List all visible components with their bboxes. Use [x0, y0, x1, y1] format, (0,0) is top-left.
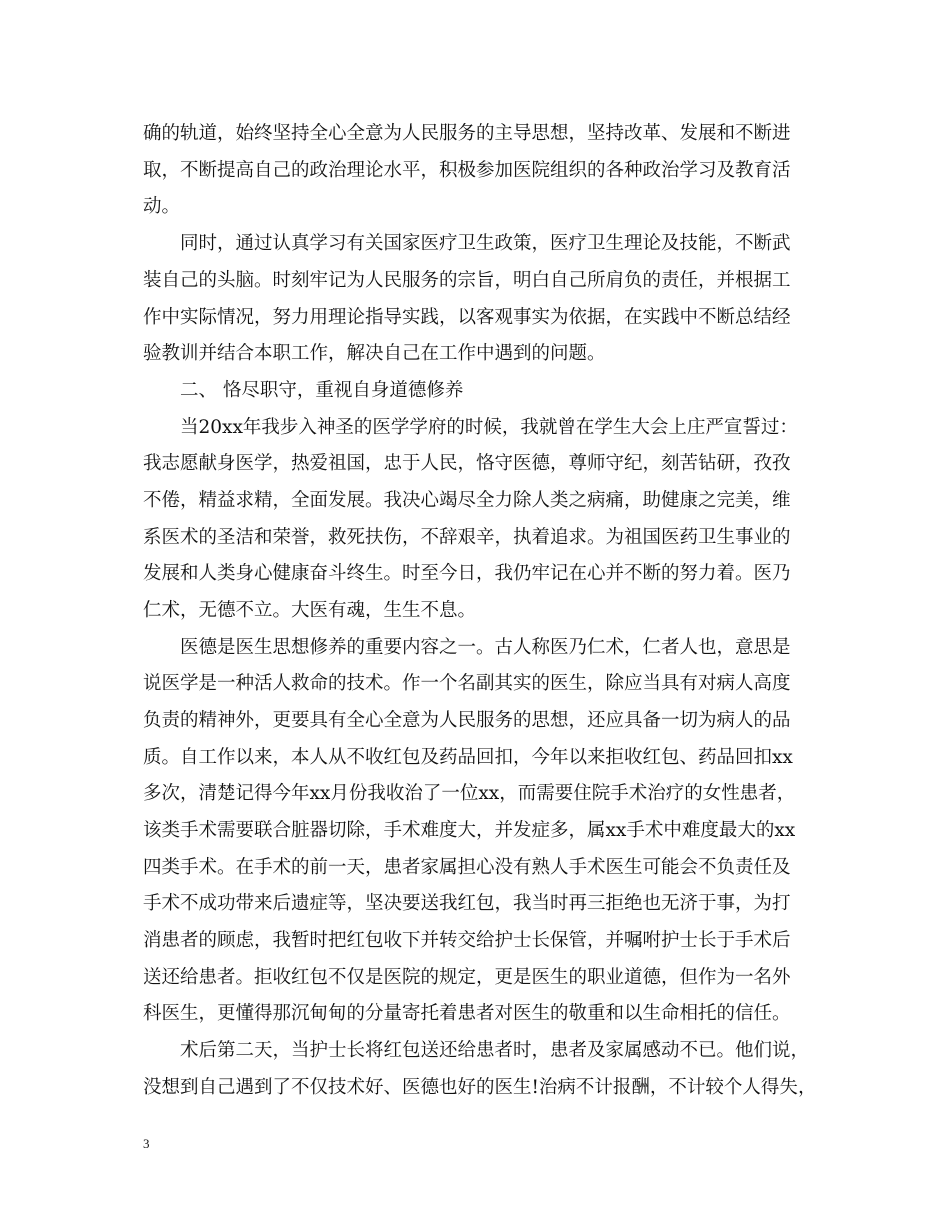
section-heading: 二、 恪尽职守，重视自身道德修养: [180, 380, 464, 401]
text-line: 不倦，精益求精，全面发展。我决心竭尽全力除人类之病痛，助健康之完美，维: [143, 490, 791, 511]
text-line: 该类手术需要联合脏器切除，手术难度大，并发症多，属xx手术中难度最大的xx: [143, 820, 796, 841]
text-line: 系医术的圣洁和荣誉，救死扶伤，不辞艰辛，执着追求。为祖国医药卫生事业的: [143, 527, 791, 548]
text-line: 取，不断提高自己的政治理论水平，积极参加医院组织的各种政治学习及教育活: [143, 160, 791, 181]
text-line: 科医生，更懂得那沉甸甸的分量寄托着患者对医生的敬重和以生命相托的信任。: [143, 1003, 791, 1024]
text-line: 没想到自己遇到了不仅技术好、医德也好的医生!治病不计报酬，不计较个人得失，: [143, 1077, 817, 1098]
text-line: 说医学是一种活人救命的技术。作一个名副其实的医生，除应当具有对病人高度: [143, 673, 791, 694]
text-line: 发展和人类身心健康奋斗终生。时至今日，我仍牢记在心并不断的努力着。医乃: [143, 563, 791, 584]
text-line: 我志愿献身医学，热爱祖国，忠于人民，恪守医德，尊师守纪，刻苦钻研，孜孜: [143, 453, 791, 474]
paragraph-first-line: 术后第二天，当护士长将红包送还给患者时，患者及家属感动不已。他们说，: [180, 1040, 810, 1061]
text-line: 质。自工作以来，本人从不收红包及药品回扣，今年以来拒收红包、药品回扣xx: [143, 747, 793, 768]
text-line: 验教训并结合本职工作，解决自己在工作中遇到的问题。: [143, 343, 606, 364]
text-line: 作中实际情况，努力用理论指导实践，以客观事实为依据，在实践中不断总结经: [143, 307, 791, 328]
text-line: 装自己的头脑。时刻牢记为人民服务的宗旨，明白自己所肩负的责任，并根据工: [143, 270, 791, 291]
text-line: 仁术，无德不立。大医有魂，生生不息。: [143, 600, 477, 621]
text-line: 动。: [143, 196, 181, 217]
paragraph-first-line: 医德是医生思想修养的重要内容之一。古人称医乃仁术，仁者人也，意思是: [180, 637, 791, 658]
text-line: 四类手术。在手术的前一天，患者家属担心没有熟人手术医生可能会不负责任及: [143, 857, 791, 878]
text-line: 消患者的顾虑，我暂时把红包收下并转交给护士长保管，并嘱咐护士长于手术后: [143, 930, 791, 951]
text-line: 确的轨道，始终坚持全心全意为人民服务的主导思想，坚持改革、发展和不断进: [143, 123, 791, 144]
text-line: 送还给患者。拒收红包不仅是医院的规定，更是医生的职业道德，但作为一名外: [143, 967, 791, 988]
paragraph-first-line: 当20xx年我步入神圣的医学学府的时候，我就曾在学生大会上庄严宣誓过：: [180, 417, 798, 438]
text-line: 手术不成功带来后遗症等，坚决要送我红包，我当时再三拒绝也无济于事，为打: [143, 893, 791, 914]
text-line: 多次，清楚记得今年xx月份我收治了一位xx，而需要住院手术治疗的女性患者，: [143, 783, 796, 804]
text-line: 负责的精神外，更要具有全心全意为人民服务的思想，还应具备一切为病人的品: [143, 710, 791, 731]
page-number: 3: [143, 1136, 150, 1151]
paragraph-first-line: 同时，通过认真学习有关国家医疗卫生政策，医疗卫生理论及技能，不断武: [180, 233, 791, 254]
